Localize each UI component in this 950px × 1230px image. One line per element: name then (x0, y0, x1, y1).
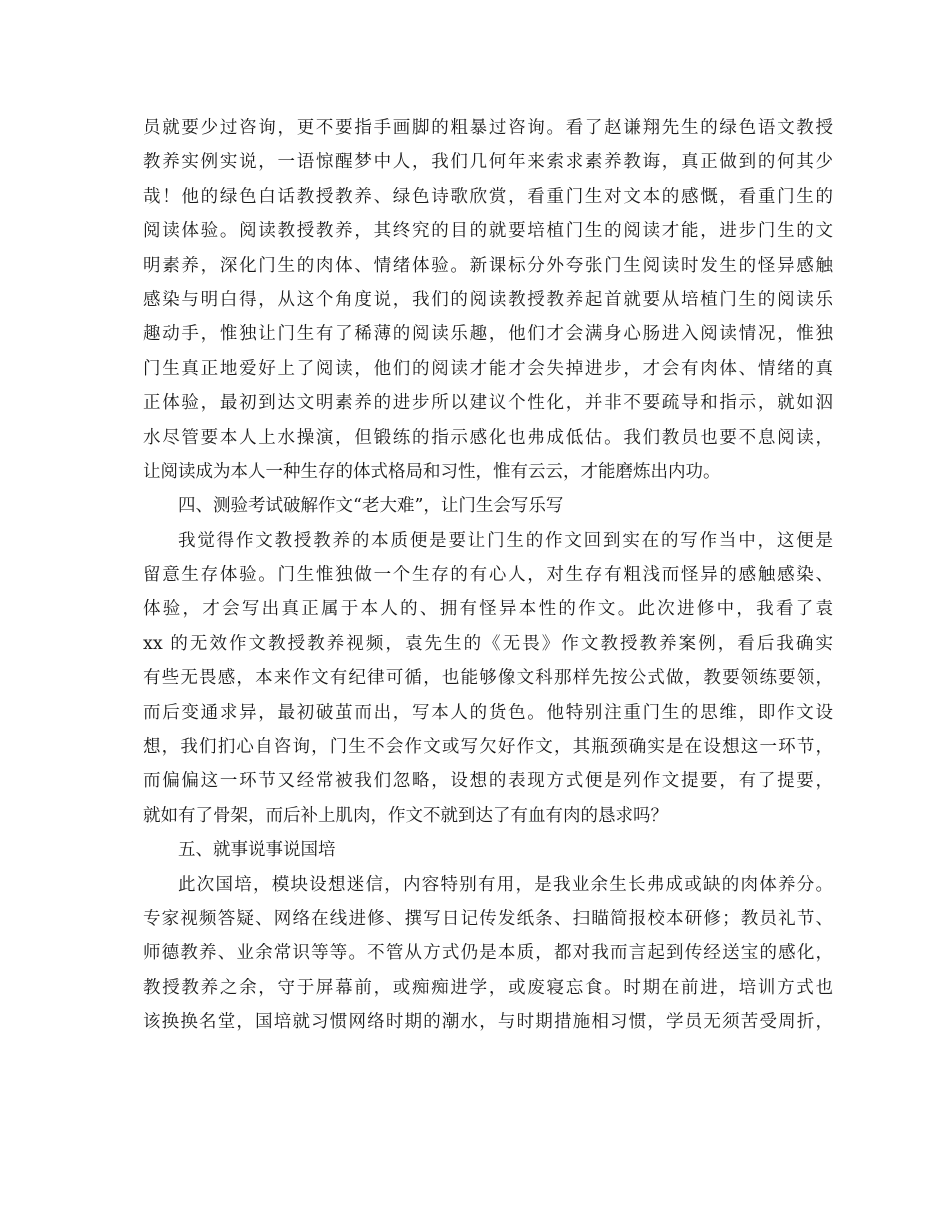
text-line: 而后变通求异，最初破茧而出，写本人的货色。他特别注重门生的思维，即作文设 (143, 702, 833, 723)
text-line: 阅读体验。阅读教授教养，其终究的目的就要培植门生的阅读才能，进步门生的文 (143, 221, 833, 242)
text-line: 感染与明白得，从这个角度说，我们的阅读教授教养起首就要从培植门生的阅读乐 (143, 289, 833, 310)
text-line: 水尽管要本人上水操演，但锻练的指示感化也弗成低估。我们教员也要不息阅读， (143, 427, 833, 448)
text-line: 明素养，深化门生的肉体、情绪体验。新课标分外夸张门生阅读时发生的怪异感触 (143, 255, 833, 276)
text-line: 让阅读成为本人一种生存的体式格局和习性，惟有云云，才能磨炼出内功。 (143, 461, 721, 482)
section-heading: 四、测验考试破解作文“老大难”，让门生会写乐写 (178, 496, 564, 517)
text-line: 教养实例实说，一语惊醒梦中人，我们几何年来索求素养教诲，真正做到的何其少 (143, 152, 833, 173)
text-line: 趣动手，惟独让门生有了稀薄的阅读乐趣，他们才会满身心肠进入阅读情况，惟独 (143, 324, 833, 345)
text-line: 教授教养之余，守于屏幕前，或痴痴进学，或废寝忘食。时期在前进，培训方式也 (143, 977, 833, 998)
text-line: 该换换名堂，国培就习惯网络时期的潮水，与时期措施相习惯，学员无须苦受周折， (143, 1012, 833, 1033)
text-line: 门生真正地爱好上了阅读，他们的阅读才能才会失掉进步，才会有肉体、情绪的真 (143, 358, 833, 379)
text-line: 体验，才会写出真正属于本人的、拥有怪异本性的作文。此次进修中，我看了袁 (143, 599, 833, 620)
text-line: 而偏偏这一环节又经常被我们忽略，设想的表现方式便是列作文提要，有了提要， (143, 771, 833, 792)
text-line: 想，我们扪心自咨询，门生不会作文或写欠好作文，其瓶颈确实是在设想这一环节， (143, 737, 833, 758)
text-line: 此次国培，模块设想迷信，内容特别有用，是我业余生长弗成或缺的肉体养分。 (178, 874, 833, 895)
text-line: 有些无畏感，本来作文有纪律可循，也能够像文科那样先按公式做，教要领练要领， (143, 668, 833, 689)
text-line: 留意生存体验。门生惟独做一个生存的有心人，对生存有粗浅而怪异的感触感染、 (143, 565, 833, 586)
text-line: xx 的无效作文教授教养视频，袁先生的《无畏》作文教授教养案例，看后我确实 (143, 633, 833, 654)
text-line: 正体验，最初到达文明素养的进步所以建议个性化，并非不要疏导和指示，就如泅 (143, 393, 833, 414)
text-line: 就如有了骨架，而后补上肌肉，作文不就到达了有血有肉的恳求吗？ (143, 805, 668, 826)
text-line: 员就要少过咨询，更不要指手画脚的粗暴过咨询。看了赵谦翔先生的绿色语文教授 (143, 118, 833, 138)
body-text (143, 111, 833, 1040)
text-line: 哉！他的绿色白话教授教养、绿色诗歌欣赏，看重门生对文本的感慨，看重门生的 (143, 186, 833, 207)
text-line: 专家视频答疑、网络在线进修、撰写日记传发纸条、扫瞄简报校本研修；教员礼节、 (143, 908, 833, 929)
text-line: 我觉得作文教授教养的本质便是要让门生的作文回到实在的写作当中，这便是 (178, 530, 833, 551)
section-heading: 五、就事说事说国培 (178, 840, 336, 861)
text-line: 师德教养、业余常识等等。不管从方式仍是本质，都对我而言起到传经送宝的感化， (143, 943, 833, 964)
